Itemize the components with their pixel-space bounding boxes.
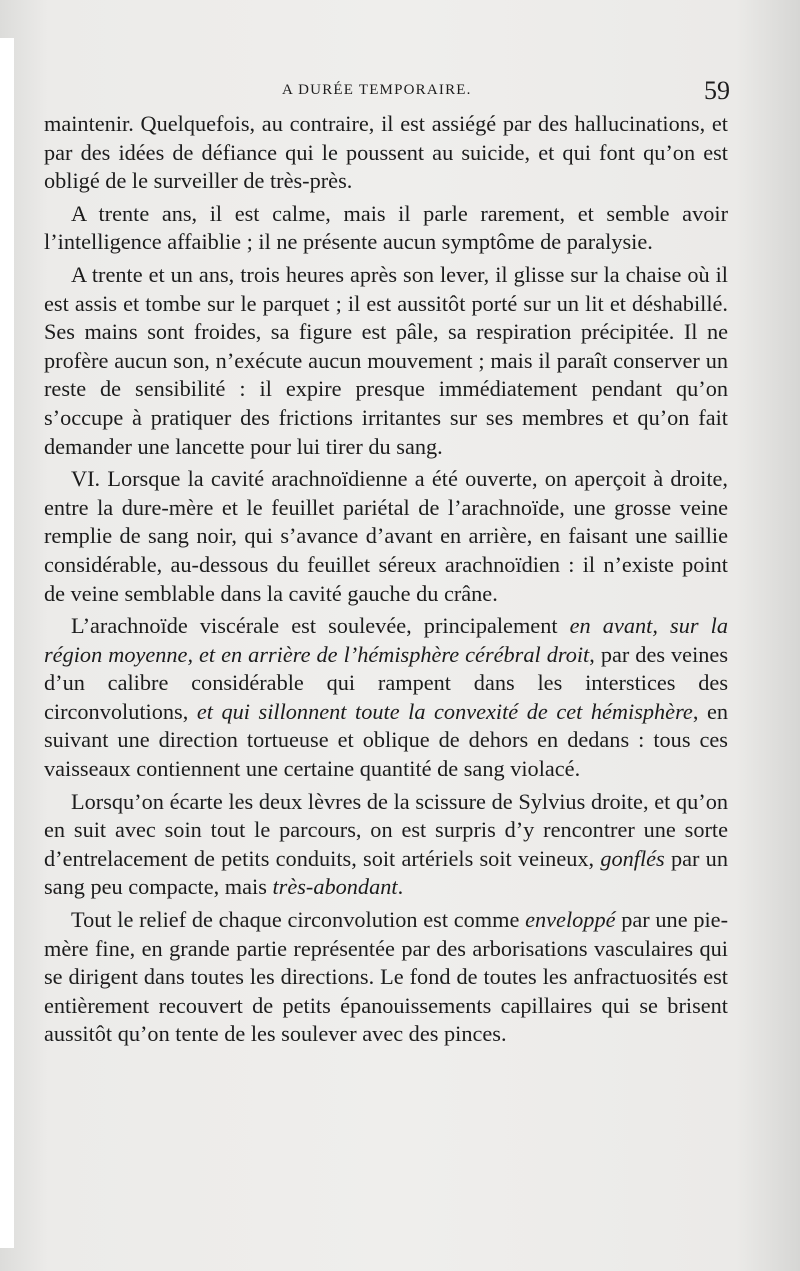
paragraph xyxy=(44,465,728,608)
text-run: . xyxy=(397,874,404,900)
paragraph xyxy=(44,110,728,196)
text-run: maintenir. Quelquefois, au contraire, il est assiégé par des hallucinations, et par des idées de défiance qui le poussent au suicide, et qui font qu’on est obligé de le surveiller de très-près. xyxy=(44,111,728,194)
text-run: , par des veines d’un calibre considérable qui rampent dans les interstices des circonvolutions, xyxy=(44,641,728,724)
italic-run: en avant, sur la région moyenne, et en arrière de l’hémisphère cérébral droit xyxy=(44,613,728,667)
text-run: par une pie-mère fine, en grande partie représentée par des arborisations vasculaires qui se dirigent dans toutes les directions. Le fond de toutes les anfractuosités est entièrement recouvert de petits épanouissements capillaires qui se brisent aussitôt qu’on tente de les soulever avec des pinces. xyxy=(44,907,728,1047)
paragraph xyxy=(44,788,728,902)
text-run: par un sang peu compacte, mais xyxy=(44,845,728,900)
text-run: , en suivant une direction tortueuse et oblique de dehors en dedans : tous ces vaisseaux contiennent une certaine quantité de sang violacé. xyxy=(44,698,728,782)
text-run: Tout le relief de chaque circonvolution est comme xyxy=(71,907,526,933)
paragraph xyxy=(44,906,728,1049)
body-text xyxy=(44,110,728,1049)
paragraph xyxy=(44,261,728,461)
text-run: Lorsqu’on écarte les deux lèvres de la scissure de Sylvius droite, et qu’on en suit avec soin tout le parcours, on est surpris d’y rencontrer une sorte d’entrelacement de petits conduits, soit artériels soit veineux, xyxy=(44,788,728,871)
page-number: 59 xyxy=(704,76,730,105)
paragraph xyxy=(44,612,728,784)
page-edge-strip xyxy=(0,38,14,1248)
italic-run: gonflés xyxy=(600,845,665,871)
text-run: A trente et un ans, trois heures après son lever, il glisse sur la chaise où il est assis et tombe sur le parquet ; il est aussitôt porté sur un lit et déshabillé. Ses mains sont froides, sa figure est pâle, sa respiration précipitée. Il ne profère aucun son, n’exécute aucun mouvement ; mais il paraît conserver un reste de sensibilité : il expire presque immédiatement pendant qu’on s’occupe à pratiquer des frictions irritantes sur ses membres et qu’on fait demander une lancette pour lui tirer du sang. xyxy=(44,261,728,459)
italic-run: et qui sillonnent toute la convexité de cet hémisphère xyxy=(196,698,693,724)
text-run: L’arachnoïde viscérale est soulevée, principalement xyxy=(71,613,570,639)
text-run: VI. Lorsque la cavité arachnoïdienne a été ouverte, on aperçoit à droite, entre la dure-mère et le feuillet pariétal de l’arachnoïde, une grosse veine remplie de sang noir, qui s’avance d’avant en arrière, en faisant une saillie considérable, au-dessous du feuillet séreux arachnoïdien : il n’existe point de veine semblable dans la cavité gauche du crâne. xyxy=(44,466,728,606)
paragraph xyxy=(44,200,728,257)
running-head: A DURÉE TEMPORAIRE. xyxy=(282,82,472,98)
italic-run: très-abondant xyxy=(272,874,398,900)
text-run: A trente ans, il est calme, mais il parle rarement, et semble avoir l’intelligence affaiblie ; il ne présente aucun symptôme de paralysie. xyxy=(44,200,728,255)
page-header xyxy=(0,76,800,106)
italic-run: enveloppé xyxy=(525,907,616,933)
